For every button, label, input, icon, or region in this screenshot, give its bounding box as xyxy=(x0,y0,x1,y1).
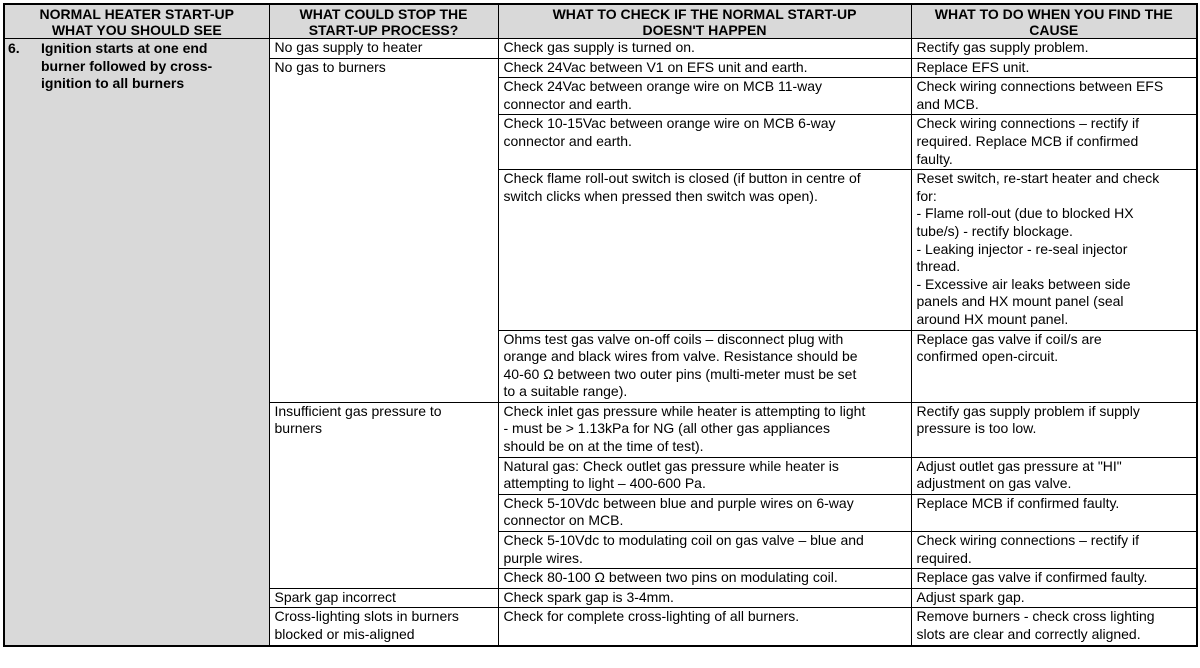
header-what-you-should-see: NORMAL HEATER START-UP WHAT YOU SHOULD SEE xyxy=(4,4,269,39)
action-cell: Check wiring connections – rectify if required. xyxy=(911,532,1197,569)
action-cell: Check wiring connections – rectify if required. Replace MCB if confirmed faulty. xyxy=(911,115,1197,170)
action-cell: Adjust spark gap. xyxy=(911,588,1197,608)
action-cell: Replace gas valve if confirmed faulty. xyxy=(911,569,1197,589)
table-row xyxy=(4,39,1197,59)
action-cell: Replace gas valve if coil/s are confirmed open-circuit. xyxy=(911,330,1197,402)
action-cell: Adjust outlet gas pressure at "HI" adjustment on gas valve. xyxy=(911,457,1197,494)
header-row xyxy=(4,4,1197,39)
action-cell: Replace MCB if confirmed faulty. xyxy=(911,494,1197,531)
check-cell: Check 80-100 Ω between two pins on modulating coil. xyxy=(498,569,911,589)
header-what-could-stop: WHAT COULD STOP THE START-UP PROCESS? xyxy=(269,4,498,39)
check-cell: Natural gas: Check outlet gas pressure while heater is attempting to light – 400-600 Pa. xyxy=(498,457,911,494)
check-cell: Check 24Vac between orange wire on MCB 11-way connector and earth. xyxy=(498,78,911,115)
check-cell: Check 10-15Vac between orange wire on MCB 6-way connector and earth. xyxy=(498,115,911,170)
check-cell: Check gas supply is turned on. xyxy=(498,39,911,59)
header-what-to-do: WHAT TO DO WHEN YOU FIND THE CAUSE xyxy=(911,4,1197,39)
check-cell: Check flame roll-out switch is closed (if button in centre of switch clicks when pressed then switch was open). xyxy=(498,170,911,330)
check-cell: Check 5-10Vdc between blue and purple wires on 6-way connector on MCB. xyxy=(498,494,911,531)
check-cell: Check 24Vac between V1 on EFS unit and earth. xyxy=(498,58,911,78)
cause-cell: No gas supply to heater xyxy=(269,39,498,59)
header-what-to-check: WHAT TO CHECK IF THE NORMAL START-UP DOESN'T HAPPEN xyxy=(498,4,911,39)
cause-cell: Insufficient gas pressure to burners xyxy=(269,402,498,588)
action-cell: Check wiring connections between EFS and MCB. xyxy=(911,78,1197,115)
check-cell: Check spark gap is 3-4mm. xyxy=(498,588,911,608)
check-cell: Ohms test gas valve on-off coils – disconnect plug with orange and black wires from valve. Resistance should be 40-60 Ω between two outer pins (multi-meter must be set to a suitable range). xyxy=(498,330,911,402)
check-cell: Check 5-10Vdc to modulating coil on gas valve – blue and purple wires. xyxy=(498,532,911,569)
action-cell: Rectify gas supply problem. xyxy=(911,39,1197,59)
cause-cell: Spark gap incorrect xyxy=(269,588,498,608)
troubleshooting-table-wrapper xyxy=(3,3,1198,647)
check-cell: Check inlet gas pressure while heater is attempting to light - must be > 1.13kPa for NG (all other gas appliances should be on at the time of test). xyxy=(498,402,911,457)
action-cell: Replace EFS unit. xyxy=(911,58,1197,78)
action-cell: Reset switch, re-start heater and check for: - Flame roll-out (due to blocked HX tube/s) - rectify blockage. - Leaking injector - re-seal injector thread. - Excessive air leaks between side panels and HX mount panel (seal around HX mount panel. xyxy=(911,170,1197,330)
cause-cell: Cross-lighting slots in burners blocked or mis-aligned xyxy=(269,608,498,646)
troubleshooting-table xyxy=(3,3,1198,647)
stage-description: Ignition starts at one end burner followed by cross- ignition to all burners xyxy=(41,40,213,92)
action-cell: Rectify gas supply problem if supply pressure is too low. xyxy=(911,402,1197,457)
action-cell: Remove burners - check cross lighting slots are clear and correctly aligned. xyxy=(911,608,1197,646)
stage-cell xyxy=(4,39,269,646)
stage-number: 6. xyxy=(8,40,20,56)
cause-cell: No gas to burners xyxy=(269,58,498,402)
check-cell: Check for complete cross-lighting of all burners. xyxy=(498,608,911,646)
